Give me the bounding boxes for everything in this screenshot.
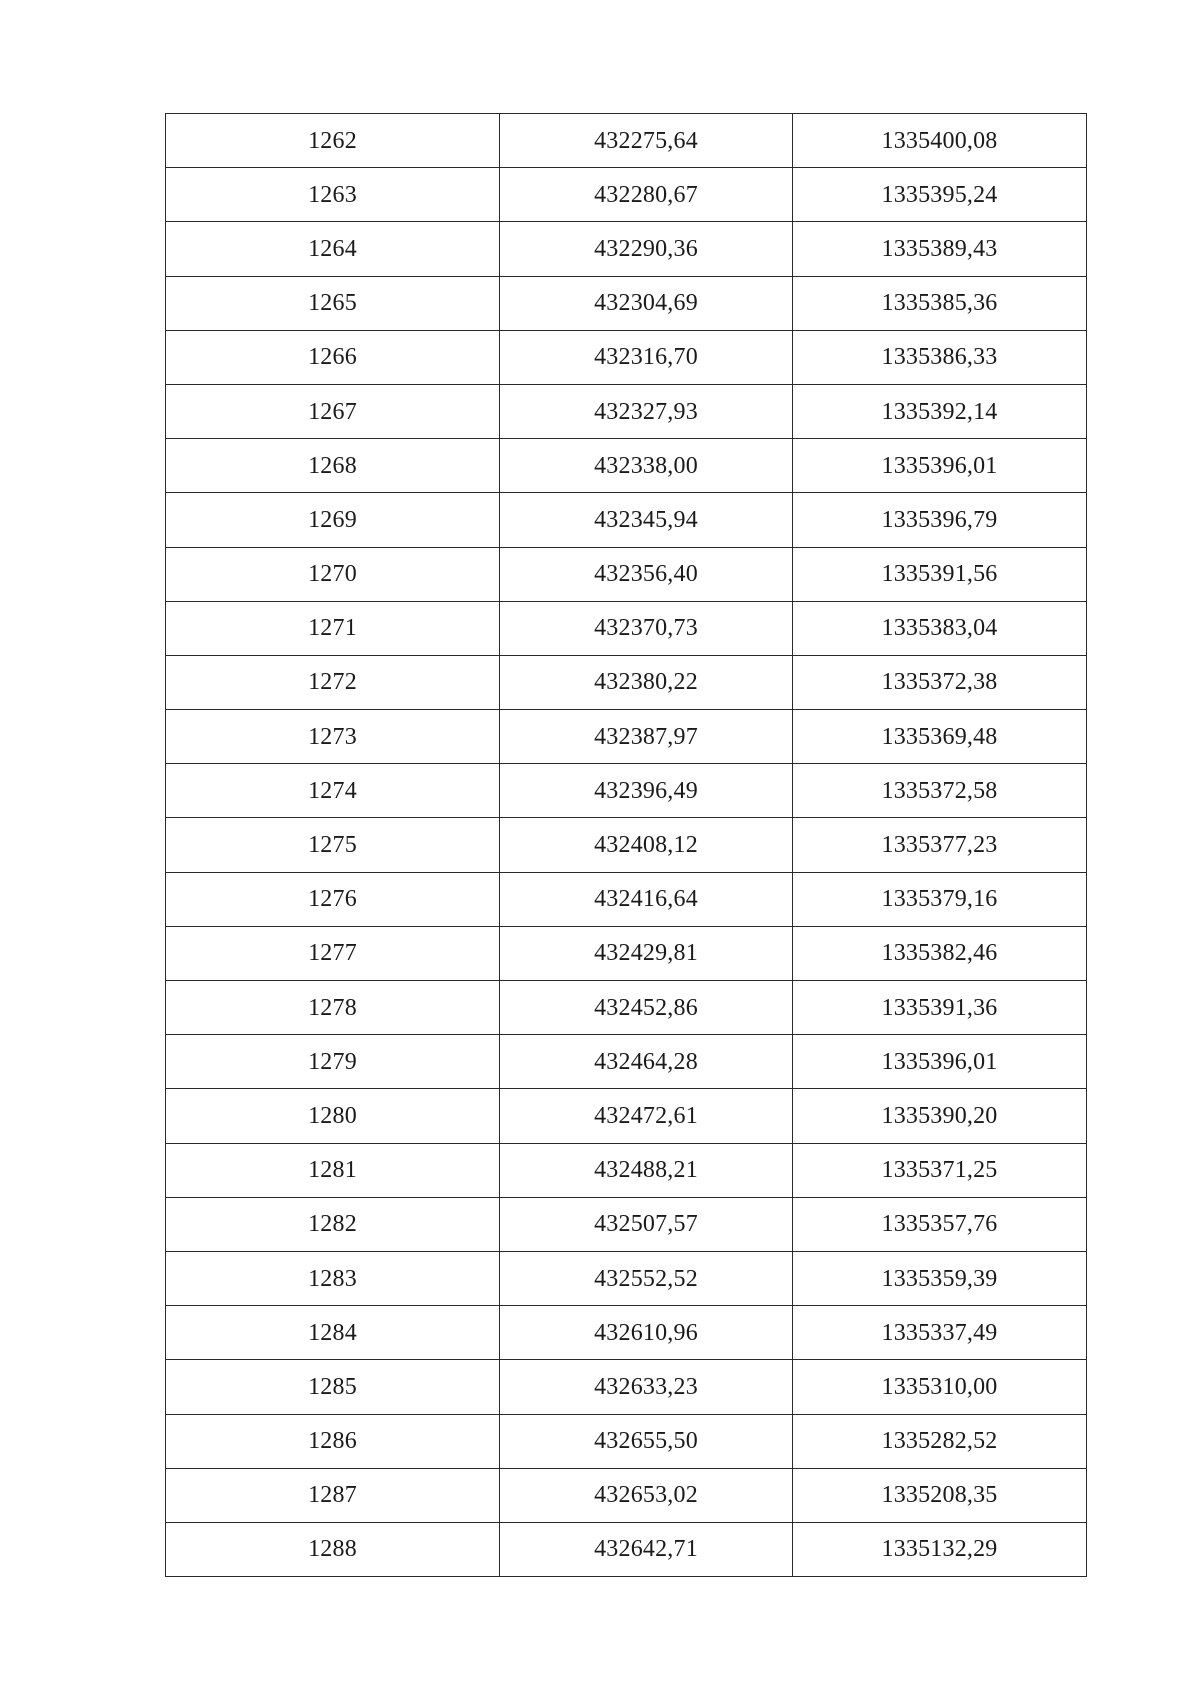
x-coordinate-cell: 432655,50 — [500, 1414, 793, 1468]
point-number-cell: 1272 — [166, 655, 500, 709]
point-number-cell: 1274 — [166, 764, 500, 818]
table-row — [166, 1035, 1087, 1089]
point-number-cell: 1262 — [166, 114, 500, 168]
x-coordinate-cell: 432408,12 — [500, 818, 793, 872]
table-row — [166, 1414, 1087, 1468]
x-coordinate-cell: 432370,73 — [500, 601, 793, 655]
point-number-cell: 1277 — [166, 926, 500, 980]
table-row — [166, 655, 1087, 709]
y-coordinate-cell: 1335359,39 — [793, 1251, 1087, 1305]
table-row — [166, 764, 1087, 818]
x-coordinate-cell: 432429,81 — [500, 926, 793, 980]
table-row — [166, 276, 1087, 330]
y-coordinate-cell: 1335377,23 — [793, 818, 1087, 872]
y-coordinate-cell: 1335372,58 — [793, 764, 1087, 818]
x-coordinate-cell: 432356,40 — [500, 547, 793, 601]
point-number-cell: 1268 — [166, 439, 500, 493]
y-coordinate-cell: 1335392,14 — [793, 384, 1087, 438]
x-coordinate-cell: 432280,67 — [500, 168, 793, 222]
point-number-cell: 1266 — [166, 330, 500, 384]
x-coordinate-cell: 432275,64 — [500, 114, 793, 168]
x-coordinate-cell: 432396,49 — [500, 764, 793, 818]
table-row — [166, 1306, 1087, 1360]
point-number-cell: 1280 — [166, 1089, 500, 1143]
point-number-cell: 1282 — [166, 1197, 500, 1251]
table-row — [166, 168, 1087, 222]
y-coordinate-cell: 1335386,33 — [793, 330, 1087, 384]
x-coordinate-cell: 432633,23 — [500, 1360, 793, 1414]
table-row — [166, 1522, 1087, 1576]
x-coordinate-cell: 432642,71 — [500, 1522, 793, 1576]
y-coordinate-cell: 1335372,38 — [793, 655, 1087, 709]
x-coordinate-cell: 432304,69 — [500, 276, 793, 330]
x-coordinate-cell: 432387,97 — [500, 710, 793, 764]
coordinates-table — [165, 113, 1087, 1577]
point-number-cell: 1265 — [166, 276, 500, 330]
point-number-cell: 1270 — [166, 547, 500, 601]
point-number-cell: 1275 — [166, 818, 500, 872]
table-row — [166, 222, 1087, 276]
y-coordinate-cell: 1335382,46 — [793, 926, 1087, 980]
y-coordinate-cell: 1335395,24 — [793, 168, 1087, 222]
point-number-cell: 1284 — [166, 1306, 500, 1360]
table-row — [166, 818, 1087, 872]
x-coordinate-cell: 432488,21 — [500, 1143, 793, 1197]
table-row — [166, 1251, 1087, 1305]
y-coordinate-cell: 1335310,00 — [793, 1360, 1087, 1414]
table-row — [166, 493, 1087, 547]
x-coordinate-cell: 432380,22 — [500, 655, 793, 709]
x-coordinate-cell: 432290,36 — [500, 222, 793, 276]
y-coordinate-cell: 1335390,20 — [793, 1089, 1087, 1143]
x-coordinate-cell: 432472,61 — [500, 1089, 793, 1143]
x-coordinate-cell: 432338,00 — [500, 439, 793, 493]
point-number-cell: 1273 — [166, 710, 500, 764]
y-coordinate-cell: 1335389,43 — [793, 222, 1087, 276]
point-number-cell: 1283 — [166, 1251, 500, 1305]
table-row — [166, 384, 1087, 438]
point-number-cell: 1288 — [166, 1522, 500, 1576]
y-coordinate-cell: 1335383,04 — [793, 601, 1087, 655]
point-number-cell: 1287 — [166, 1468, 500, 1522]
x-coordinate-cell: 432464,28 — [500, 1035, 793, 1089]
point-number-cell: 1285 — [166, 1360, 500, 1414]
y-coordinate-cell: 1335396,01 — [793, 1035, 1087, 1089]
x-coordinate-cell: 432610,96 — [500, 1306, 793, 1360]
table-row — [166, 1089, 1087, 1143]
point-number-cell: 1276 — [166, 872, 500, 926]
table-row — [166, 981, 1087, 1035]
x-coordinate-cell: 432316,70 — [500, 330, 793, 384]
table-row — [166, 330, 1087, 384]
point-number-cell: 1267 — [166, 384, 500, 438]
table-row — [166, 547, 1087, 601]
y-coordinate-cell: 1335371,25 — [793, 1143, 1087, 1197]
point-number-cell: 1278 — [166, 981, 500, 1035]
table-row — [166, 1468, 1087, 1522]
table-row — [166, 872, 1087, 926]
x-coordinate-cell: 432345,94 — [500, 493, 793, 547]
y-coordinate-cell: 1335400,08 — [793, 114, 1087, 168]
point-number-cell: 1269 — [166, 493, 500, 547]
x-coordinate-cell: 432552,52 — [500, 1251, 793, 1305]
y-coordinate-cell: 1335282,52 — [793, 1414, 1087, 1468]
table-row — [166, 926, 1087, 980]
table-row — [166, 1197, 1087, 1251]
point-number-cell: 1271 — [166, 601, 500, 655]
y-coordinate-cell: 1335385,36 — [793, 276, 1087, 330]
x-coordinate-cell: 432452,86 — [500, 981, 793, 1035]
y-coordinate-cell: 1335369,48 — [793, 710, 1087, 764]
coordinates-table-body — [166, 114, 1087, 1577]
table-row — [166, 1143, 1087, 1197]
y-coordinate-cell: 1335391,36 — [793, 981, 1087, 1035]
y-coordinate-cell: 1335337,49 — [793, 1306, 1087, 1360]
y-coordinate-cell: 1335379,16 — [793, 872, 1087, 926]
x-coordinate-cell: 432327,93 — [500, 384, 793, 438]
x-coordinate-cell: 432507,57 — [500, 1197, 793, 1251]
y-coordinate-cell: 1335132,29 — [793, 1522, 1087, 1576]
table-row — [166, 710, 1087, 764]
table-row — [166, 114, 1087, 168]
x-coordinate-cell: 432416,64 — [500, 872, 793, 926]
x-coordinate-cell: 432653,02 — [500, 1468, 793, 1522]
point-number-cell: 1263 — [166, 168, 500, 222]
point-number-cell: 1264 — [166, 222, 500, 276]
y-coordinate-cell: 1335391,56 — [793, 547, 1087, 601]
table-row — [166, 1360, 1087, 1414]
point-number-cell: 1286 — [166, 1414, 500, 1468]
table-row — [166, 439, 1087, 493]
point-number-cell: 1281 — [166, 1143, 500, 1197]
table-row — [166, 601, 1087, 655]
y-coordinate-cell: 1335396,01 — [793, 439, 1087, 493]
y-coordinate-cell: 1335208,35 — [793, 1468, 1087, 1522]
y-coordinate-cell: 1335396,79 — [793, 493, 1087, 547]
point-number-cell: 1279 — [166, 1035, 500, 1089]
y-coordinate-cell: 1335357,76 — [793, 1197, 1087, 1251]
